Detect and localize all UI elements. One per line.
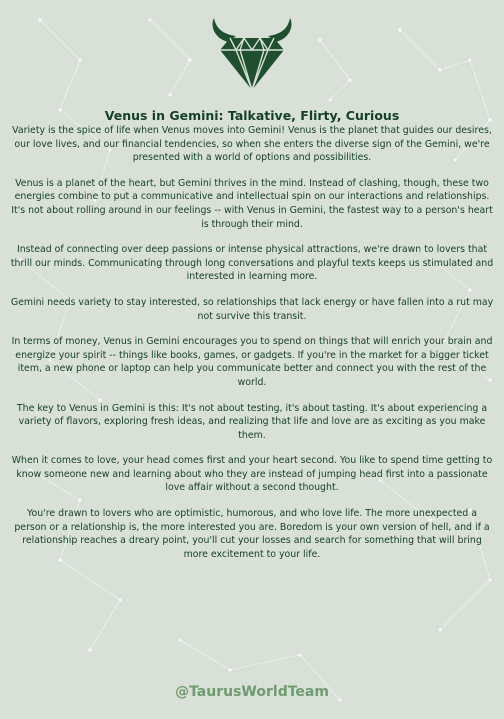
paragraph-intro: Variety is the spice of life when Venus moves into Gemini! Venus is the planet that guides our desires, our love lives, and our financial tendencies, so when she enters the diverse sign of the Gemini, we're presented with a world of options and possibilities. — [12, 125, 492, 164]
article-title: Venus in Gemini: Talkative, Flirty, Curious — [104, 108, 400, 123]
paragraph-love: When it comes to love, your head comes first and your heart second. You like to spend time getting to know someone new and learning about who they are instead of jumping head first into a passionate love affair without a second thought. — [11, 455, 493, 494]
paragraph-connecting: Instead of connecting over deep passions or intense physical attractions, we're drawn to lovers that thrill our minds. Communicating through long conversations and playful texts keeps us stimulated and interested in learning more. — [10, 244, 494, 283]
paragraph-lovers: You're drawn to lovers who are optimistic, humorous, and who love life. The more unexpected a person or a relationship is, the more interested you are. Boredom is your own version of hell, and if a relationship reaches a dreary point, you'll cut your losses and search for something that will bring more excitement to your life. — [14, 508, 490, 560]
paragraph-key: The key to Venus in Gemini is this: It's not about testing, it's about tasting. It's about experiencing a variety of flavors, exploring fresh ideas, and realizing that life and love are as exciting as you make them. — [16, 402, 488, 441]
paragraph-money: In terms of money, Venus in Gemini encourages you to spend on things that will enrich your brain and energize your spirit -- things like books, games, or gadgets. If you're in the market for a bigger ticket item, a new phone or laptop can help you communicate better and connect you with the rest of the world. — [11, 336, 493, 388]
article — [10, 108, 494, 573]
social-handle: @TaurusWorldTeam — [175, 684, 329, 700]
bull-horned-diamond-icon — [206, 16, 298, 92]
paragraph-heart-mind: Venus is a planet of the heart, but Gemini thrives in the mind. Instead of clashing, though, these two energies combine to put a communicative and intellectual spin on our interactions and relationships. It's not about rolling around in our feelings -- with Venus in Gemini, the fastest way to a person's heart is through their mind. — [11, 177, 493, 230]
paragraph-variety: Gemini needs variety to stay interested, so relationships that lack energy or have fallen into a rut may not survive this transit. — [10, 296, 494, 322]
